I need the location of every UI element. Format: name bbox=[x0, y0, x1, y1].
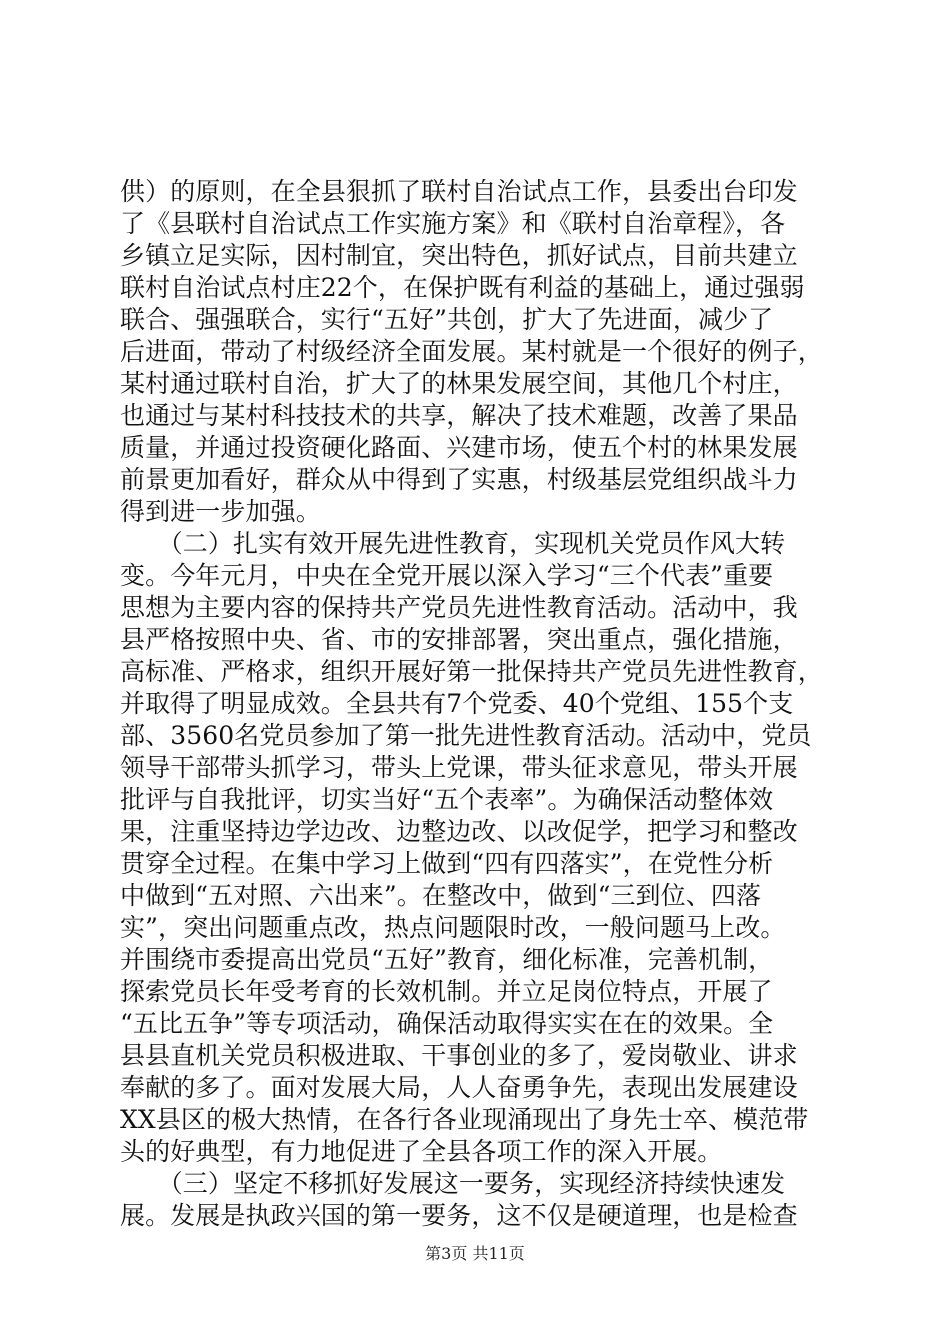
text-line: 供）的原则，在全县狠抓了联村自治试点工作，县委出台印发 bbox=[120, 177, 798, 206]
text-line: “五比五争”等专项活动，确保活动取得实实在在的效果。全 bbox=[120, 1009, 774, 1038]
page-footer: 第3页 共11页 bbox=[425, 1244, 525, 1263]
text-line: 展。发展是执政兴国的第一要务，这不仅是硬道理，也是检查 bbox=[120, 1201, 798, 1230]
text-line: 贯穿全过程。在集中学习上做到“四有四落实”，在党性分析 bbox=[120, 849, 774, 878]
text-line: 某村通过联村自治，扩大了的林果发展空间，其他几个村庄， bbox=[120, 369, 798, 398]
text-line: 也通过与某村科技技术的共享，解决了技术难题，改善了果品 bbox=[120, 401, 798, 430]
text-line: XX县区的极大热情，在各行各业现涌现出了身先士卒、模范带 bbox=[120, 1105, 809, 1134]
text-line: （三）坚定不移抓好发展这一要务，实现经济持续快速发 bbox=[120, 1169, 786, 1198]
text-line: 县严格按照中央、省、市的安排部署，突出重点，强化措施， bbox=[120, 625, 798, 654]
text-line: 联村自治试点村庄22个，在保护既有利益的基础上，通过强弱 bbox=[120, 273, 805, 302]
text-line: 后进面，带动了村级经济全面发展。某村就是一个很好的例子， bbox=[120, 337, 823, 366]
text-line: 联合、强强联合，实行“五好”共创，扩大了先进面，减少了 bbox=[120, 305, 774, 334]
text-line: 头的好典型，有力地促进了全县各项工作的深入开展。 bbox=[120, 1137, 723, 1166]
text-line: 并围绕市委提高出党员“五好”教育，细化标准，完善机制， bbox=[120, 945, 774, 974]
text-line: 并取得了明显成效。全县共有7个党委、40个党组、155个支 bbox=[120, 689, 794, 718]
text-line: 了《县联村自治试点工作实施方案》和《联村自治章程》，各 bbox=[120, 209, 786, 238]
text-line: 乡镇立足实际，因村制宜，突出特色，抓好试点，目前共建立 bbox=[120, 241, 798, 270]
text-line: 变。今年元月，中央在全党开展以深入学习“三个代表”重要 bbox=[120, 561, 774, 590]
text-line: 质量，并通过投资硬化路面、兴建市场，使五个村的林果发展 bbox=[120, 433, 798, 462]
text-line: 部、3560名党员参加了第一批先进性教育活动。活动中，党员 bbox=[120, 721, 812, 750]
text-line: 果，注重坚持边学边改、边整边改、以改促学，把学习和整改 bbox=[120, 817, 798, 846]
text-line: 探索党员长年受考育的长效机制。并立足岗位特点，开展了 bbox=[120, 977, 773, 1006]
text-line: 实”，突出问题重点改，热点问题限时改，一般问题马上改。 bbox=[120, 913, 786, 942]
text-line: 奉献的多了。面对发展大局，人人奋勇争先，表现出发展建设 bbox=[120, 1073, 798, 1102]
body-text bbox=[120, 176, 840, 1232]
text-line: 思想为主要内容的保持共产党员先进性教育活动。活动中，我 bbox=[120, 593, 798, 622]
text-line: 高标准、严格求，组织开展好第一批保持共产党员先进性教育， bbox=[120, 657, 823, 686]
text-line: 县县直机关党员积极进取、干事创业的多了，爱岗敬业、讲求 bbox=[120, 1041, 798, 1070]
text-line: 批评与自我批评，切实当好“五个表率”。为确保活动整体效 bbox=[120, 785, 774, 814]
text-line: 得到进一步加强。 bbox=[120, 497, 321, 526]
text-line: 中做到“五对照、六出来”。在整改中，做到“三到位、四落 bbox=[120, 881, 762, 910]
text-line: 领导干部带头抓学习，带头上党课，带头征求意见，带头开展 bbox=[120, 753, 798, 782]
text-line: 前景更加看好，群众从中得到了实惠，村级基层党组织战斗力 bbox=[120, 465, 798, 494]
text-line: （二）扎实有效开展先进性教育，实现机关党员作风大转 bbox=[120, 529, 786, 558]
